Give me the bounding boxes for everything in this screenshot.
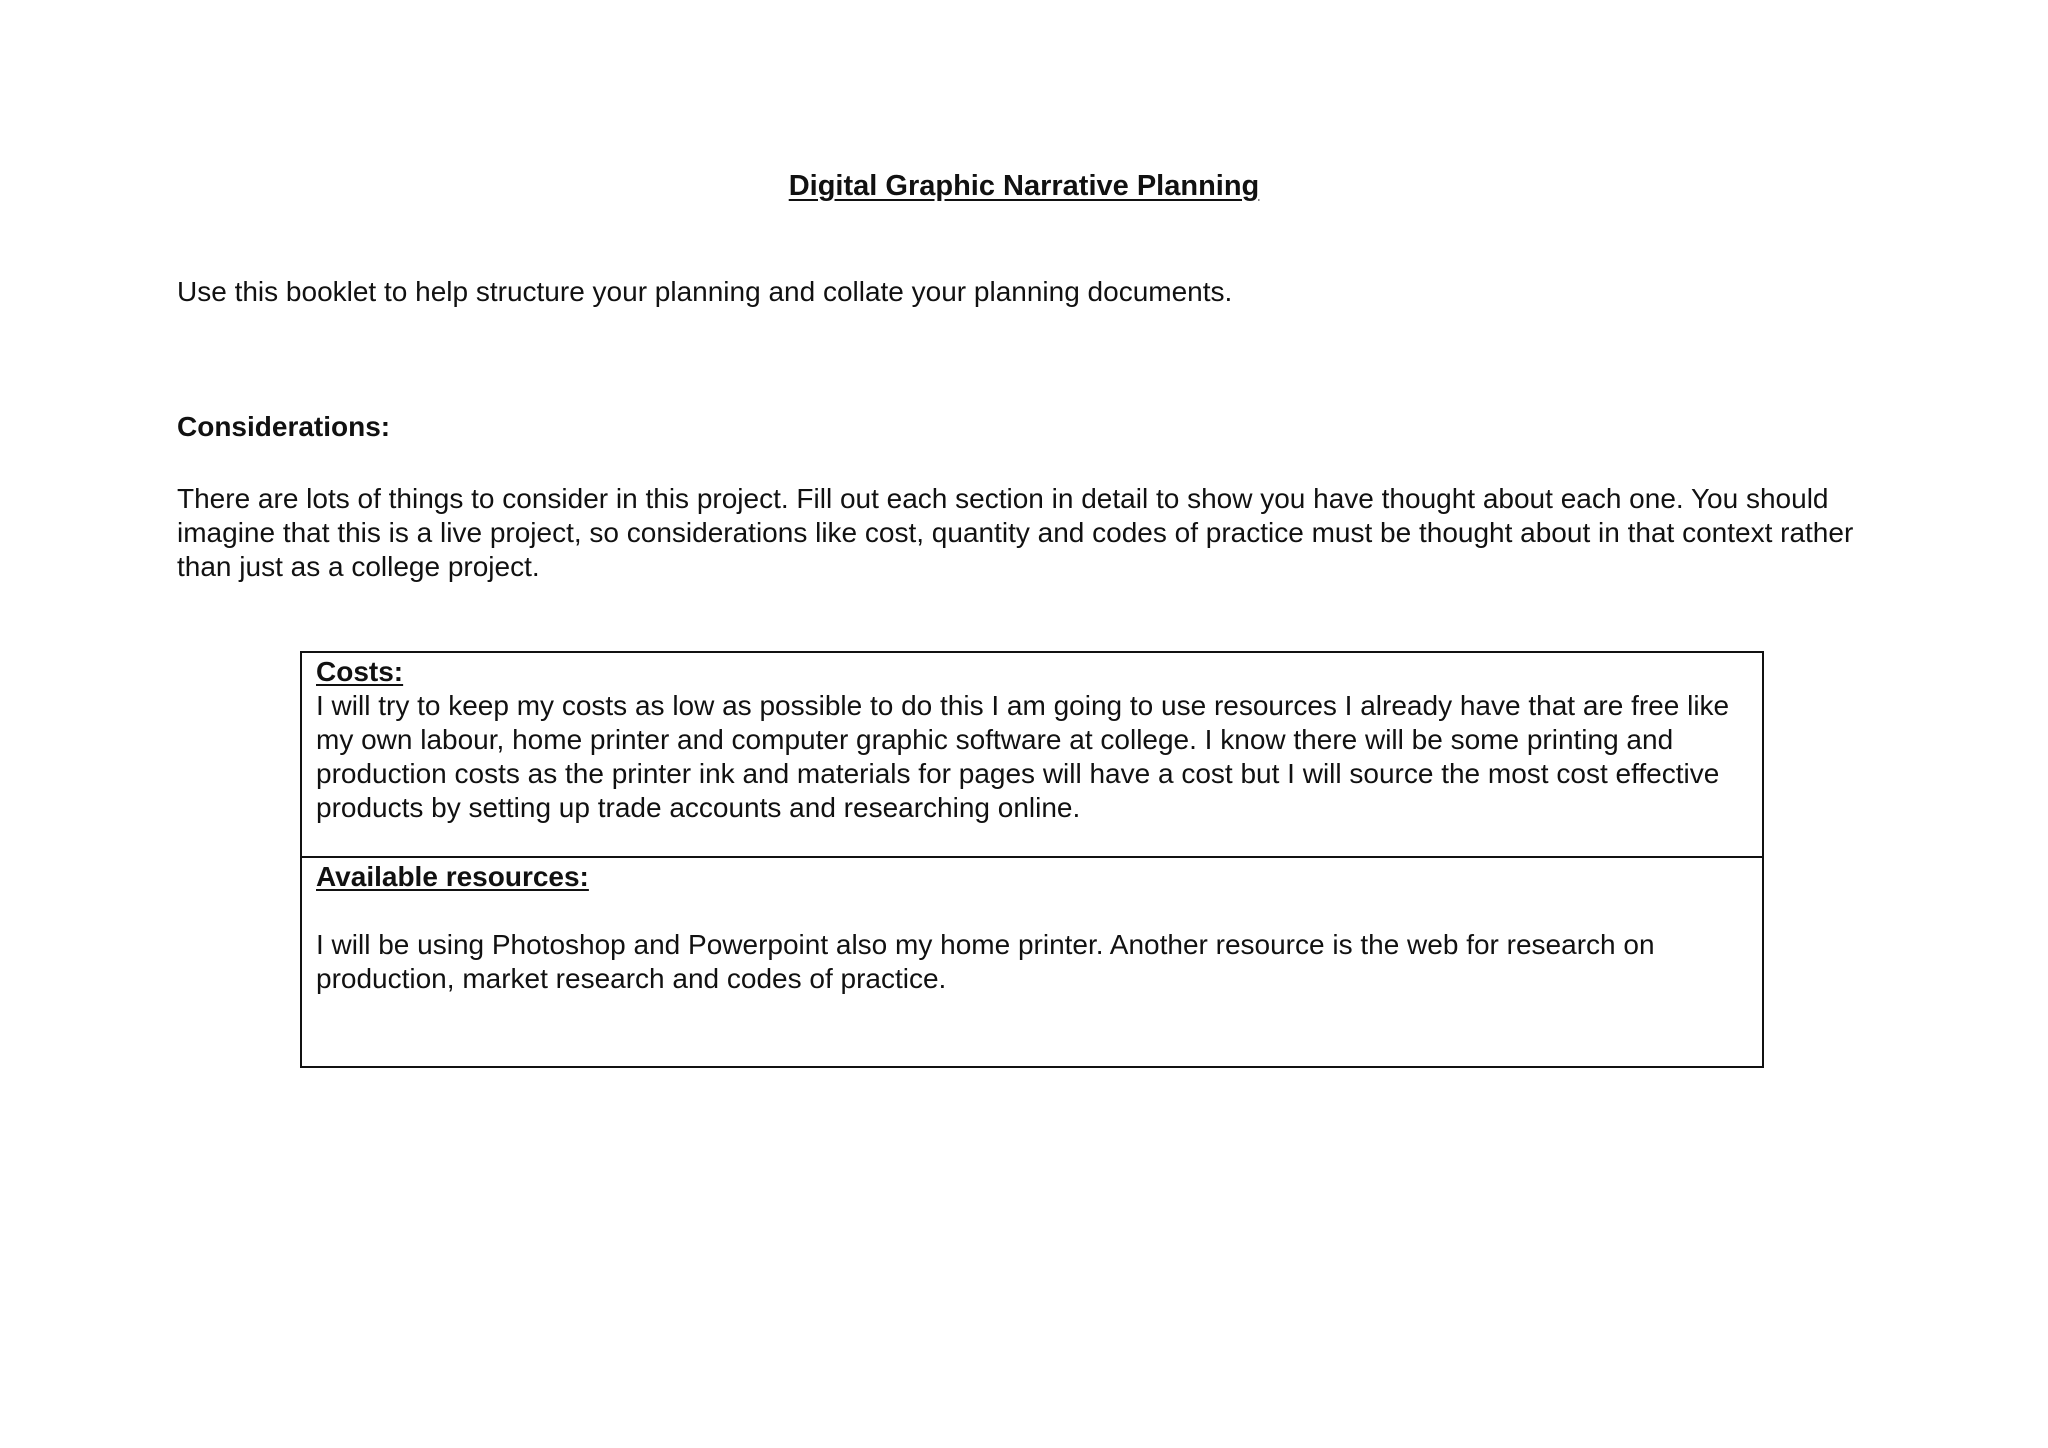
document-title: Digital Graphic Narrative Planning	[788, 170, 1260, 202]
considerations-body: There are lots of things to consider in this project. Fill out each section in detail to show you have thought about each one. You should imagine that this is a live project, so considerations like cost, quantity and codes of practice must be thought about in that context rather than just as a college project.	[177, 483, 1854, 582]
planning-table	[300, 651, 1764, 1068]
resources-heading: Available resources:	[316, 861, 589, 892]
considerations-heading: Considerations:	[177, 411, 391, 442]
resources-text: I will be using Photoshop and Powerpoint also my home printer. Another resource is the web for research on production, market research and codes of practice.	[316, 929, 1655, 994]
costs-heading: Costs:	[316, 656, 404, 687]
costs-cell	[302, 653, 1762, 858]
resources-cell	[302, 858, 1762, 1066]
costs-text: I will try to keep my costs as low as possible to do this I am going to use resources I already have that are free like my own labour, home printer and computer graphic software at college. I know there will be some printing and production costs as the printer ink and materials for pages will have a cost but I will source the most cost effective products by setting up trade accounts and researching online.	[316, 690, 1730, 823]
intro-text: Use this booklet to help structure your planning and collate your planning documents.	[177, 276, 1233, 307]
